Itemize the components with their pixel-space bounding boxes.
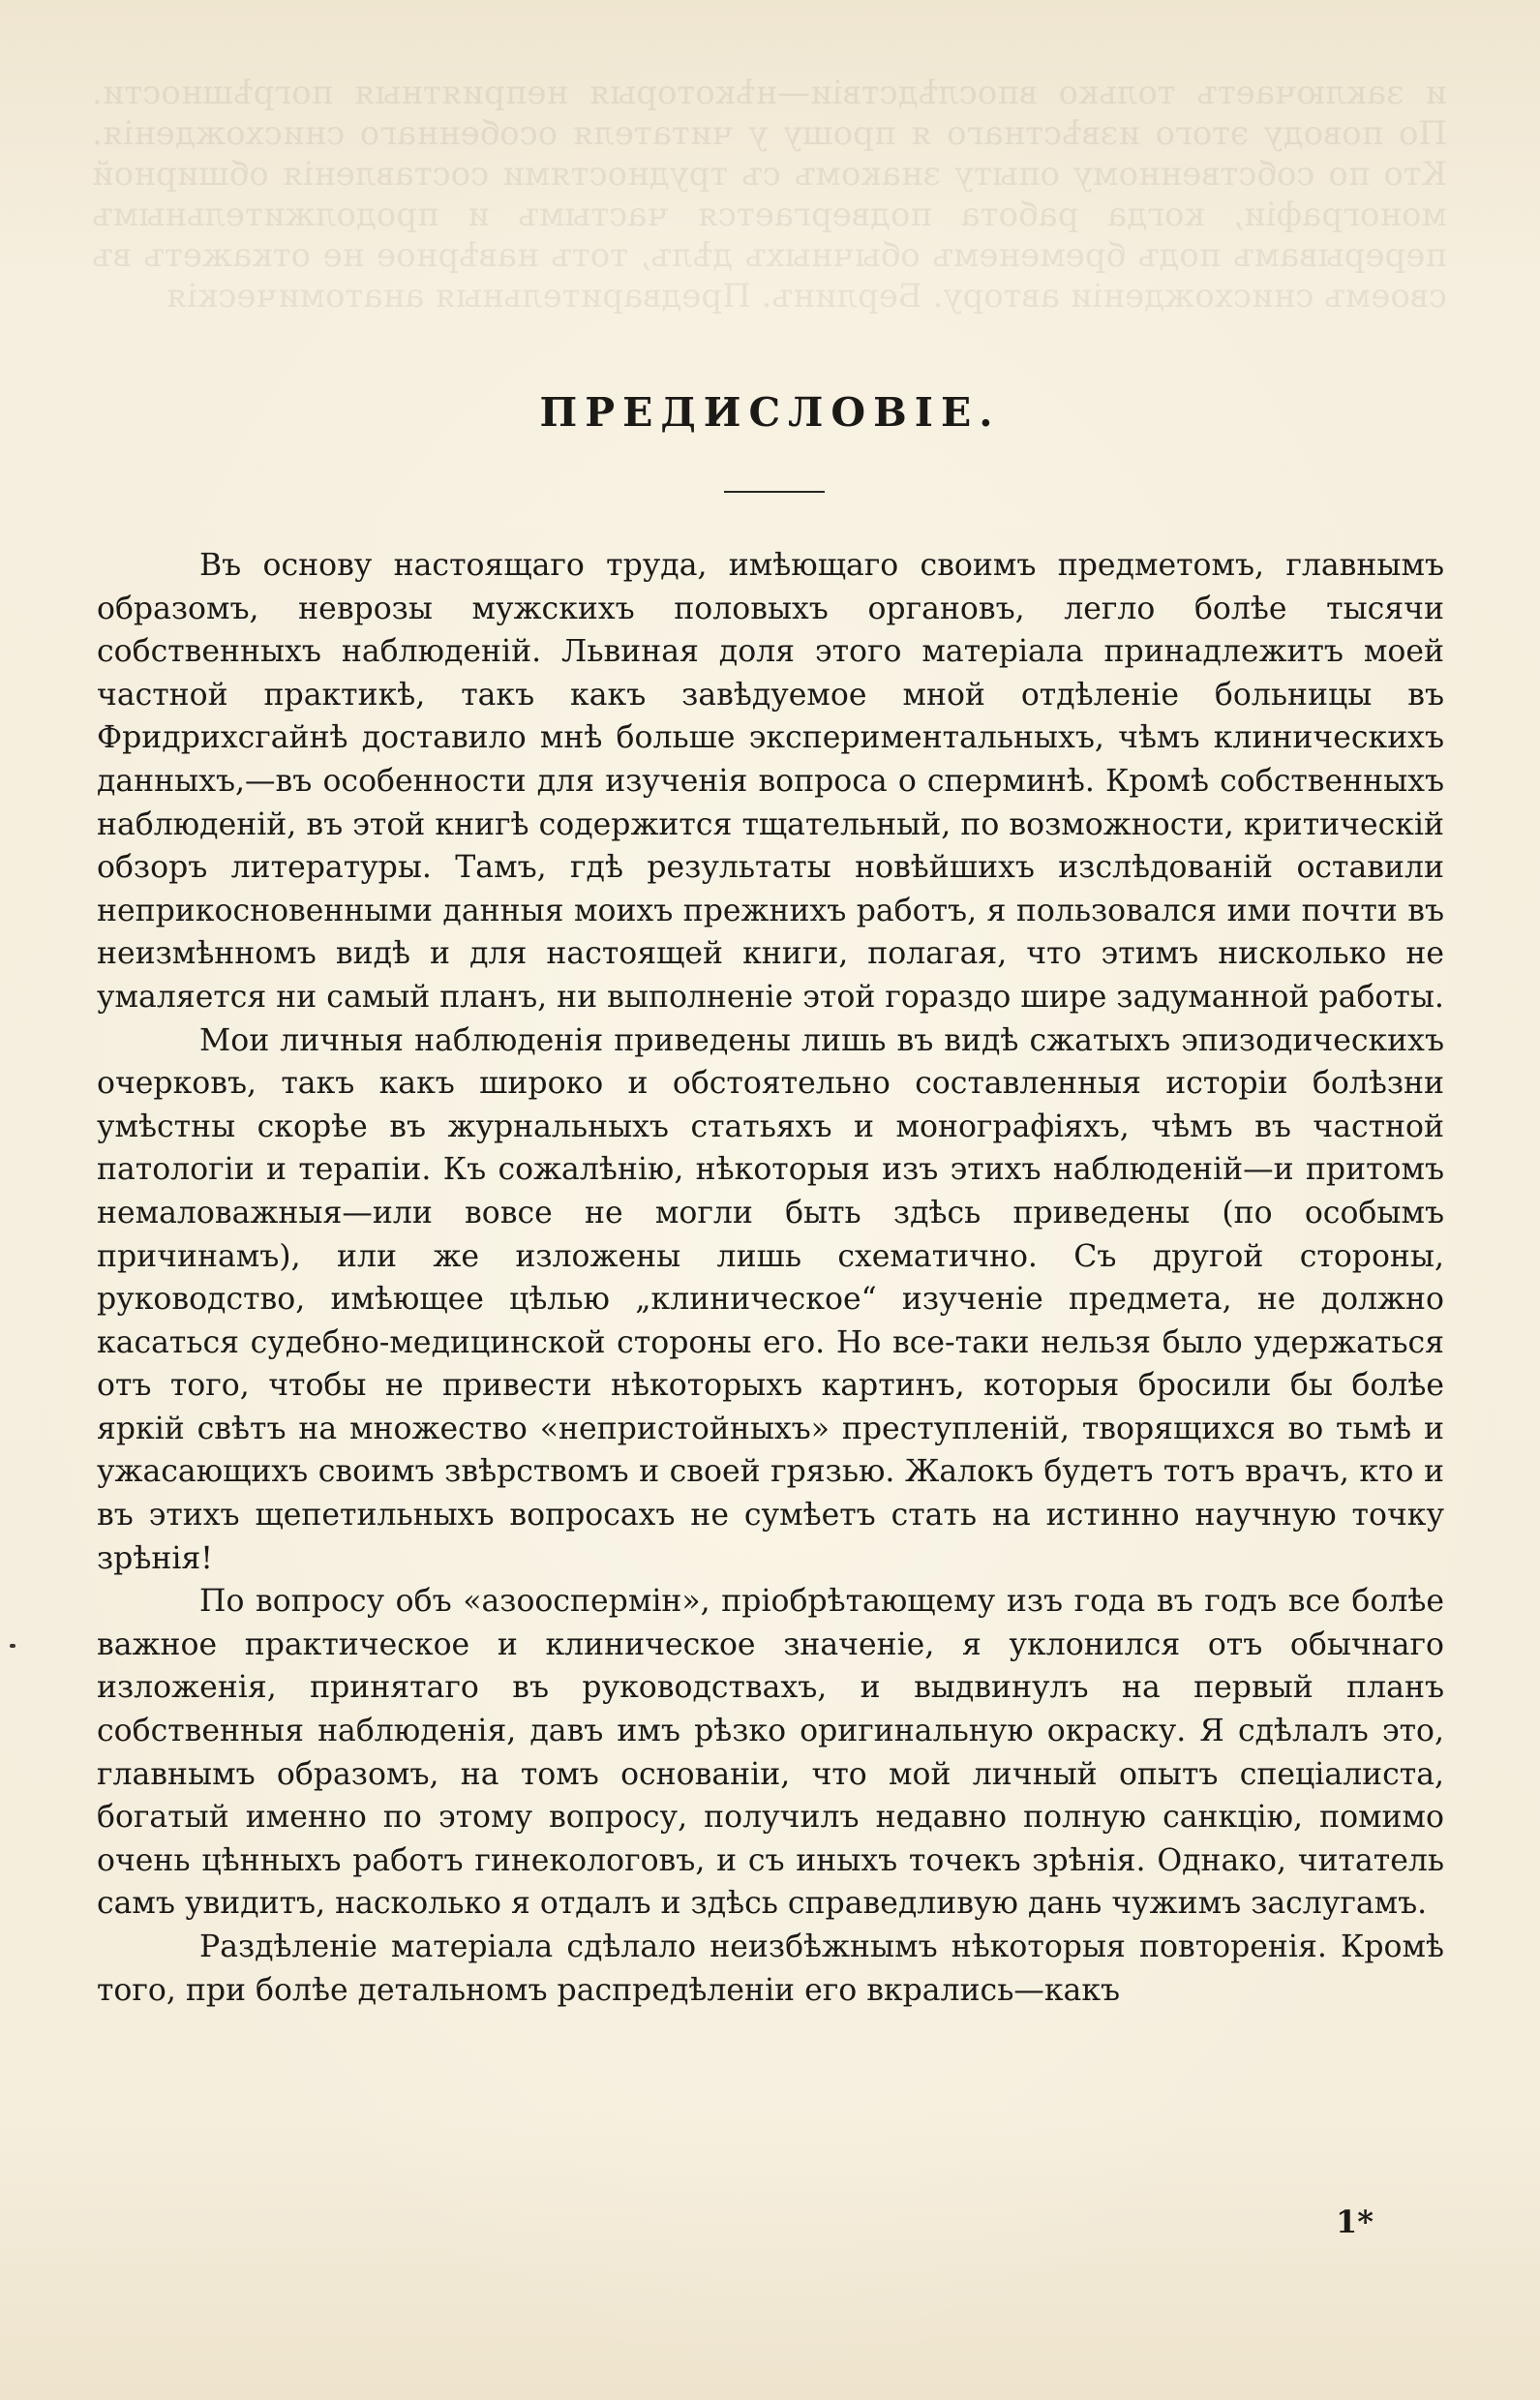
- paragraph-4: Раздѣленіе матеріала сдѣлало неизбѣжнымъ нѣкоторыя повторенія. Кромѣ того, при болѣе детальномъ распредѣленіи его вкрались—какъ: [97, 1929, 1444, 2008]
- page-title: ПРЕДИСЛОВІЕ.: [539, 389, 1001, 436]
- paragraph-1: Въ основу настоящаго труда, имѣющаго своимъ предметомъ, главнымъ образомъ, неврозы мужскихъ половыхъ органовъ, легло болѣе тысячи собственныхъ наблюденій. Львиная доля этого матеріала принадлежитъ моей частной практикѣ, такъ какъ завѣдуемое мной отдѣленіе больницы въ Фридрихсгайнѣ доставило мнѣ больше экспериментальныхъ, чѣмъ клиническихъ данныхъ,—въ особенности для изученія вопроса о сперминѣ. Кромѣ собственныхъ наблюденій, въ этой книгѣ содержится тщательный, по возможности, критическій обзоръ литературы. Тамъ, гдѣ результаты новѣйшихъ изслѣдованій оставили неприкосновенными данныя моихъ прежнихъ работъ, я пользовался ими почти въ неизмѣнномъ видѣ и для настоящей книги, полагая, что этимъ нисколько не умаляется ни самый планъ, ни выполненіе этой гораздо шире задуманной работы.: [97, 548, 1444, 1015]
- paragraph-2: Мои личныя наблюденія приведены лишь въ видѣ сжатыхъ эпизодическихъ очерковъ, такъ какъ широко и обстоятельно составленныя исторіи болѣзни умѣстны скорѣе въ журнальныхъ статьяхъ и монографіяхъ, чѣмъ въ частной патологіи и терапіи. Къ сожалѣнію, нѣкоторыя изъ этихъ наблюденій—и притомъ немаловажныя—или вовсе не могли быть здѣсь приведены (по особымъ причинамъ), или же изложены лишь схематично. Съ другой стороны, руководство, имѣющее цѣлью „клиническое“ изученіе предмета, не должно касаться судебно-медицинской стороны его. Но все-таки нельзя было удержаться отъ того, чтобы не привести нѣкоторыхъ картинъ, которыя бросили бы болѣе яркій свѣтъ на множество «непристойныхъ» преступленій, творящихся во тьмѣ и ужасающихъ своимъ звѣрствомъ и своей грязью. Жалокъ будетъ тотъ врачъ, кто и въ этихъ щепетильныхъ вопросахъ не сумѣетъ стать на истинно научную точку зрѣнія!: [97, 1022, 1444, 1576]
- margin-speck: [10, 1644, 15, 1648]
- preface-body: [97, 544, 1444, 2012]
- paragraph-3: По вопросу объ «азооспермін», пріобрѣтающему изъ года въ годъ все болѣе важное практическое и клиническое значеніе, я уклонился отъ обычнаго изложенія, принятаго въ руководствахъ, и выдвинулъ на первый планъ собственныя наблюденія, давъ имъ рѣзко оригинальную окраску. Я сдѣлалъ это, главнымъ образомъ, на томъ основаніи, что мой личный опытъ спеціалиста, богатый именно по этому вопросу, получилъ недавно полную санкцію, помимо очень цѣнныхъ работъ гинекологовъ, и съ иныхъ точекъ зрѣнія. Однако, читатель самъ увидитъ, насколько я отдалъ и здѣсь справедливую дань чужимъ заслугамъ.: [97, 1584, 1444, 1922]
- reverse-side-show-through: и заключаетъ только впослѣдствіи—нѣкоторыя неприятныя погрѣшности. По поводу этого извѣстнаго я прошу у читателя особеннаго снисхожденія. Кто по собственному опыту знакомъ съ трудностями составленія обширной монографіи, когда работа подвергается частымъ и продолжительнымъ перерывамъ подъ бременемъ обычныхъ дѣлъ, тотъ навѣрное не откажетъ въ своемъ снисхожденіи автору. Берлинъ. Предварительныя анатомическія: [92, 74, 1447, 316]
- title-rule: [724, 491, 825, 493]
- page-number: 1*: [1336, 2203, 1374, 2240]
